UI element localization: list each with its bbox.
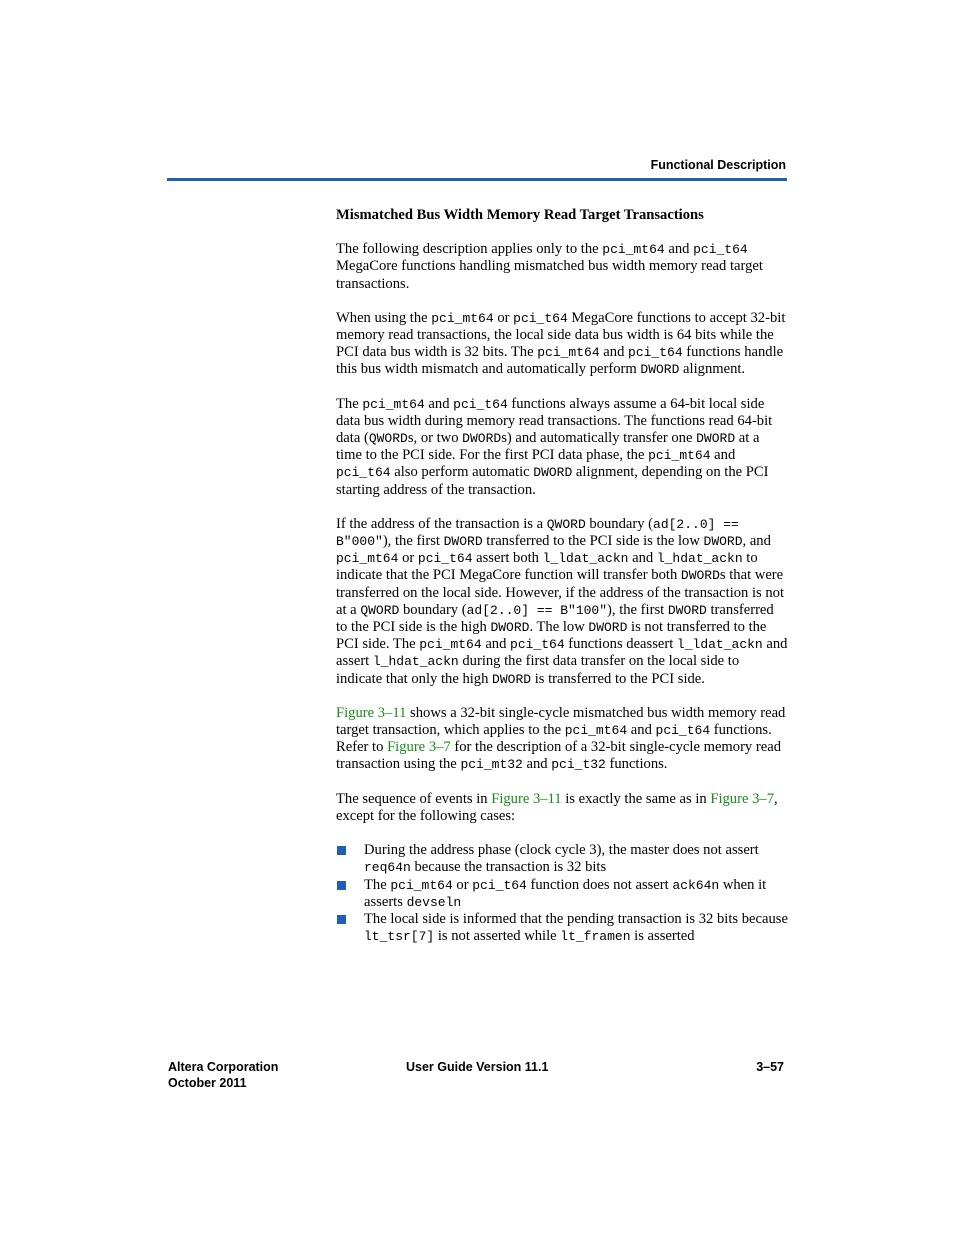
- text-run: The following description applies only to the: [336, 241, 603, 258]
- code-term: pci_mt64: [537, 345, 600, 361]
- code-term: pci_t32: [551, 757, 606, 773]
- code-term: pci_mt64: [419, 637, 482, 653]
- code-term: DWORD: [462, 431, 502, 447]
- code-term: devseln: [406, 894, 462, 910]
- text-run: also perform automatic: [390, 464, 534, 481]
- text-run: and: [424, 395, 454, 412]
- code-term: DWORD: [492, 671, 532, 687]
- text-run: If the address of the transaction is a: [336, 515, 547, 532]
- section-heading: Mismatched Bus Width Memory Read Target Transactions: [336, 207, 704, 223]
- paragraph-bus-width: [336, 310, 788, 379]
- text-run: functions always assume a 64-bit local side data bus width during memory read transactions. The functions read 64-bit data (: [336, 395, 773, 447]
- text-run: and: [664, 241, 694, 258]
- code-term: DWORD: [640, 362, 680, 378]
- paragraph-qword-boundary: [336, 516, 788, 688]
- code-term: DWORD: [667, 602, 707, 618]
- text-run: and assert: [336, 636, 788, 670]
- footer-page-number: 3–57: [756, 1060, 784, 1074]
- text-run: or: [493, 309, 514, 326]
- text-run: because the transaction is 32 bits: [410, 859, 607, 876]
- text-run: s, or two: [407, 430, 463, 447]
- running-header-title: Functional Description: [650, 158, 786, 172]
- code-term: l_hdat_ackn: [372, 654, 459, 670]
- text-run: and: [627, 722, 656, 739]
- list-item: [336, 842, 788, 876]
- text-run: and: [599, 344, 629, 361]
- code-term: pci_t64: [417, 551, 473, 567]
- text-run: transferred to the PCI side is the low: [482, 533, 704, 550]
- text-run: during the first data transfer on the local side to indicate that only the high: [336, 653, 740, 687]
- text-run: and: [522, 756, 552, 773]
- code-term: ad[2..0] == B"100": [466, 602, 608, 618]
- text-run: transferred to the PCI side is the high: [336, 601, 774, 636]
- footer-date: October 2011: [168, 1076, 247, 1090]
- text-run: During the address phase (clock cycle 3), the master does not assert: [364, 842, 759, 859]
- paragraph-figure-reference: [336, 705, 788, 774]
- code-term: l_ldat_ackn: [542, 551, 629, 567]
- text-run: for the description of a 32-bit single-cycle memory read transaction using the: [336, 739, 781, 773]
- text-run: When using the: [336, 309, 432, 326]
- figure-link[interactable]: Figure 3–11: [491, 790, 562, 807]
- code-term: pci_mt64: [336, 551, 399, 567]
- text-run: alignment, depending on the PCI starting address of the transaction.: [336, 464, 769, 498]
- code-term: QWORD: [360, 602, 400, 618]
- text-run: The sequence of events in: [336, 790, 492, 807]
- footer-left: [168, 1059, 278, 1091]
- text-run: MegaCore functions to accept 32-bit memory read transactions, the local side data bus width is 64 bits while the PCI data bus width is 32 bits. The: [336, 309, 786, 361]
- text-run: is not transferred to the PCI side. The: [336, 619, 767, 653]
- text-run: at a time to the PCI side. For the first PCI data phase, the: [336, 430, 760, 464]
- square-bullet-icon: [337, 881, 346, 890]
- code-term: pci_mt64: [648, 448, 711, 464]
- text-run: functions deassert: [564, 636, 677, 653]
- code-term: pci_t64: [513, 310, 568, 326]
- list-item: [336, 911, 788, 945]
- code-term: DWORD: [443, 534, 483, 550]
- text-run: The: [336, 395, 363, 412]
- text-run: and: [481, 636, 511, 653]
- text-run: assert both: [472, 550, 543, 567]
- text-run: and: [628, 550, 657, 567]
- page-content: [336, 207, 788, 945]
- text-run: to indicate that the PCI MegaCore function will transfer both: [336, 550, 758, 584]
- figure-link[interactable]: Figure 3–11: [336, 704, 407, 721]
- text-run: The local side is informed that the pending transaction is 32 bits because: [364, 910, 788, 927]
- code-term: pci_t64: [472, 877, 527, 893]
- code-term: pci_t64: [453, 396, 508, 412]
- text-run: alignment.: [679, 361, 746, 378]
- code-term: QWORD: [546, 516, 586, 532]
- text-run: functions.: [605, 756, 668, 773]
- text-run: . The low: [529, 619, 589, 636]
- code-term: lt_tsr[7]: [364, 929, 435, 945]
- text-run: ), the first: [607, 601, 668, 618]
- text-run: , and: [742, 533, 771, 550]
- text-run: is transferred to the PCI side.: [531, 670, 705, 687]
- paragraph-intro: [336, 241, 788, 293]
- list-item: [336, 877, 788, 911]
- code-term: req64n: [364, 860, 411, 876]
- text-run: ), the first: [382, 533, 444, 550]
- code-term: pci_t64: [628, 345, 683, 361]
- text-run: or: [398, 550, 418, 567]
- code-term: pci_mt64: [602, 242, 665, 258]
- text-run: MegaCore functions handling mismatched bus width memory read target transactions.: [336, 258, 763, 292]
- text-run: , except for the following cases:: [336, 790, 778, 824]
- code-term: QWORD: [368, 431, 408, 447]
- text-run: and: [710, 447, 736, 464]
- code-term: pci_t64: [655, 723, 711, 739]
- text-run: or: [452, 876, 473, 893]
- figure-link[interactable]: Figure 3–7: [710, 790, 774, 807]
- code-term: pci_mt32: [460, 757, 523, 773]
- code-term: DWORD: [703, 534, 743, 550]
- code-term: l_hdat_ackn: [656, 551, 743, 567]
- code-term: DWORD: [696, 431, 736, 447]
- code-term: ad[2..0] == B"000": [336, 516, 739, 550]
- text-run: function does not assert: [526, 876, 673, 893]
- figure-link[interactable]: Figure 3–7: [387, 739, 451, 756]
- code-term: ack64n: [672, 877, 720, 893]
- square-bullet-icon: [337, 915, 346, 924]
- code-term: pci_t64: [510, 637, 565, 653]
- text-run: shows a 32-bit single-cycle mismatched bus width memory read target transaction, which applies to the: [336, 704, 786, 739]
- code-term: pci_mt64: [390, 877, 453, 893]
- text-run: The: [364, 876, 391, 893]
- exceptions-list: [336, 842, 788, 945]
- paragraph-64bit-assumption: [336, 396, 788, 499]
- code-term: pci_mt64: [564, 723, 628, 739]
- text-run: boundary (: [399, 601, 467, 618]
- code-term: DWORD: [533, 465, 573, 481]
- code-term: DWORD: [490, 620, 530, 636]
- code-term: DWORD: [680, 568, 720, 584]
- code-term: pci_mt64: [431, 310, 494, 326]
- text-run: when it asserts: [364, 876, 767, 910]
- code-term: pci_mt64: [362, 396, 425, 412]
- text-run: s) and automatically transfer one: [501, 430, 697, 447]
- text-run: is asserted: [630, 928, 695, 945]
- code-term: DWORD: [588, 620, 628, 636]
- text-run: is not asserted while: [434, 928, 561, 945]
- text-run: s that were transferred on the local side. However, if the address of the transaction is not at a: [336, 567, 785, 618]
- footer-company: Altera Corporation: [168, 1060, 279, 1074]
- code-term: pci_t64: [693, 242, 748, 258]
- header-rule: [167, 178, 787, 181]
- text-run: is exactly the same as in: [561, 790, 711, 807]
- code-term: l_ldat_ackn: [676, 637, 763, 653]
- square-bullet-icon: [337, 846, 346, 855]
- text-run: functions handle this bus width mismatch and automatically perform: [336, 344, 784, 378]
- paragraph-sequence: [336, 791, 788, 825]
- text-run: boundary (: [585, 515, 654, 532]
- code-term: lt_framen: [560, 929, 631, 945]
- text-run: functions. Refer to: [336, 722, 772, 756]
- code-term: pci_t64: [336, 465, 391, 481]
- footer-guide-version: User Guide Version 11.1: [406, 1060, 549, 1074]
